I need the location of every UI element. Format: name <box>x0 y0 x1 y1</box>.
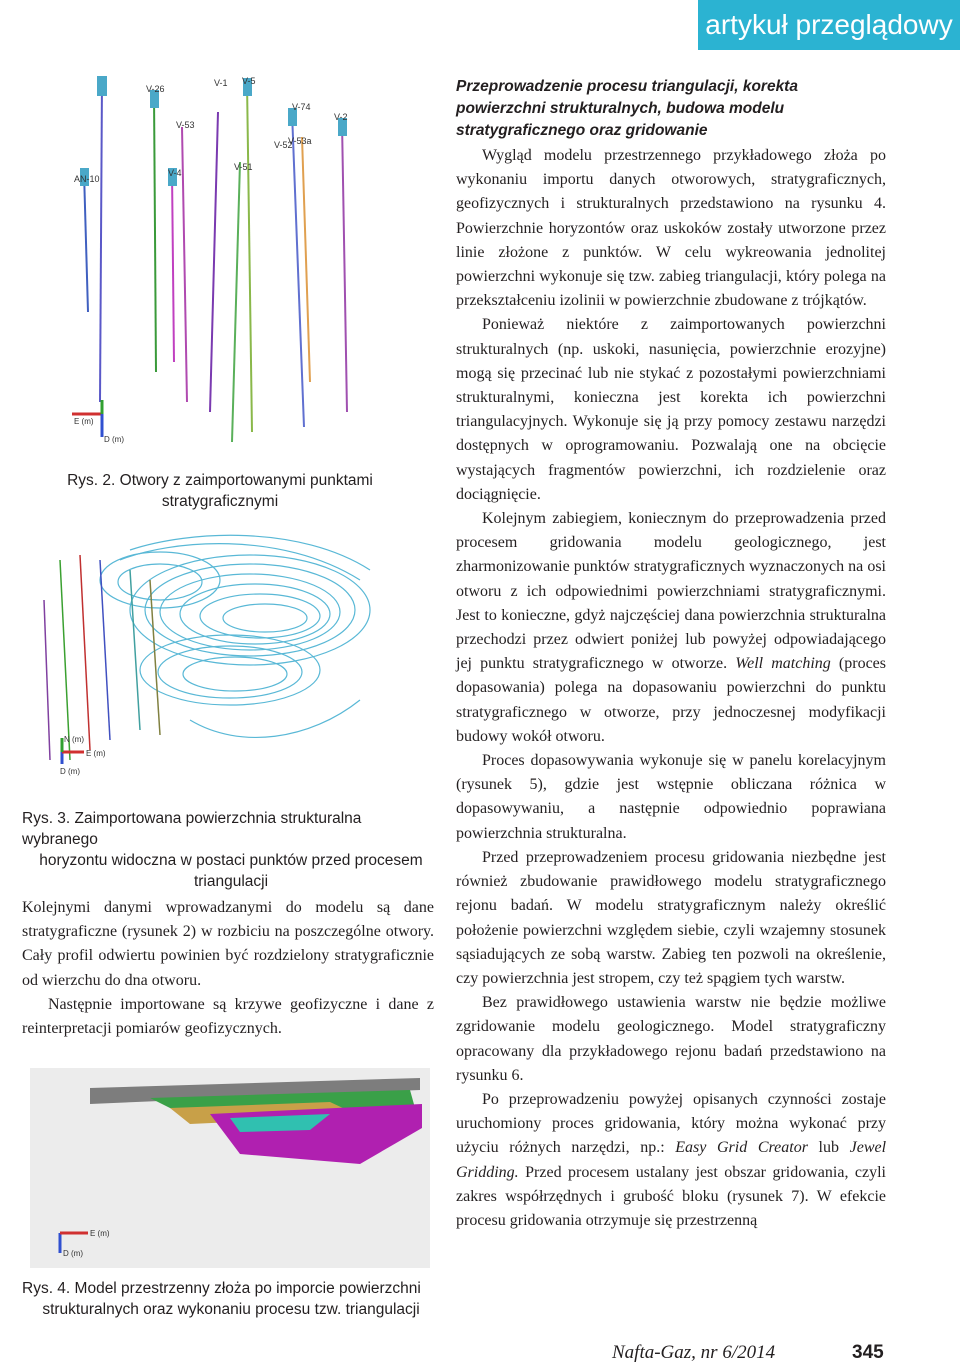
well-label: AN-10 <box>74 174 100 184</box>
paragraph: Przed przeprowadzeniem procesu gridowania niezbędne jest również zbudowanie prawidłowego modelu stratygraficznego rejonu badań. W modelu stratygraficznym należy określić położenie powierzchni względem siebie, czyli wzajemny stosunek sąsiadujących ze sobą warstw. Zabieg ten pozwoli na określenie, czy powierzchnia jest stropem, czy też spągiem tych warstw. <box>456 848 886 987</box>
well-label: V-53a <box>288 136 312 146</box>
section-title: Przeprowadzenie procesu triangulacji, korekta powierzchni strukturalnych, budowa modelu stratygraficznego oraz gridowanie <box>456 78 798 139</box>
paragraph-text: (proces dopasowania) polega na dopasowaniu powierzchni do punktu stratygraficznego w otworze, przy jednoczesnej modyfikacji budowy wokół otworu. <box>456 655 887 745</box>
paragraph-text: lub <box>818 1139 839 1157</box>
paragraph-text: Po przeprowadzeniu powyżej opisanych czynności zostaje uruchomiony proces gridowania, który można wykonać przy użyciu różnych narzędzi, np.: <box>456 1090 886 1157</box>
figure-4-caption <box>22 1278 440 1320</box>
paragraph-text: Przed procesem ustalany jest obszar gridowania, czyli zakres współrzędnych i grubość bloku (rysunek 7). W efekcie procesu gridowania otrzymuje się przestrzenną <box>456 1163 887 1229</box>
figure-4-caption-head: Rys. 4. Model przestrzenny złoża po imporcie powierzchni <box>22 1280 421 1297</box>
emphasis-term: Well matching <box>735 655 831 673</box>
axis-triad-icon <box>60 1229 110 1258</box>
right-column-text <box>456 76 886 1233</box>
axis-d-label: D (m) <box>60 767 80 776</box>
journal-footer: Nafta-Gaz, nr 6/2014 <box>612 1342 776 1363</box>
axis-d-label: D (m) <box>63 1249 83 1258</box>
well-label: V-53 <box>176 120 195 130</box>
axis-triad-icon <box>60 735 106 776</box>
paragraph <box>456 507 886 749</box>
axis-triad-icon <box>72 400 124 444</box>
well-label: V-52 <box>274 140 293 150</box>
well-label: V-26 <box>146 84 165 94</box>
figure-3-caption <box>22 808 440 892</box>
well-label: V-51 <box>234 162 253 172</box>
well-label: V-1 <box>214 78 228 88</box>
figure-3-caption-rest: horyzontu widoczna w postaci punktów przed procesem triangulacji <box>39 852 423 890</box>
figure-wells-image <box>42 72 404 444</box>
paragraph: Kolejnymi danymi wprowadzanymi do modelu są dane stratygraficzne (rysunek 2) w rozbiciu na poszczególne otwory. Cały profil odwiertu powinien być rozdzielony stratygraficznie od wierzchu do dna otworu. <box>22 899 434 989</box>
left-column-text <box>22 896 434 1041</box>
emphasis-term: Easy Grid Creator <box>675 1139 808 1157</box>
paragraph-text: Kolejnym zabiegiem, koniecznym do przeprowadzenia przed procesem gridowania modelu geologicznego, jest zharmonizowanie punktów stratygraficznych wyznaczonych na osi otworu z ich odpowiednimi powierzchniami stratygraficznymi. Jest to konieczne, gdyż najczęściej dana powierzchnia strukturalna przechodzi przez odwiert poniżej lub powyżej odpowiadającego jej punktu stratygraficznego w otworze. <box>456 510 886 673</box>
well-label: V-74 <box>292 102 311 112</box>
axis-n-label: N (m) <box>64 735 84 744</box>
figure-model-image <box>30 1068 430 1268</box>
emphasis-term: Jewel Gridding. <box>456 1139 887 1181</box>
figure-surface-image <box>20 520 380 780</box>
axis-e-label: E (m) <box>90 1229 110 1238</box>
paragraph: Bez prawidłowego ustawienia warstw nie będzie możliwe zgridowanie modelu geologicznego. Model stratygraficzny opracowany dla przykładowego rejonu badań przedstawiono na rysunku 6. <box>456 994 886 1084</box>
figure-4-caption-rest: strukturalnych oraz wykonaniu procesu tzw. triangulacji <box>42 1301 420 1318</box>
well-label: V-2 <box>334 112 348 122</box>
paragraph: Ponieważ niektóre z zaimportowanych powierzchni strukturalnych (np. uskoki, nasunięcia, powierzchnie erozyjne) mogą się przecinać lub nie stykać z pozostałymi powierzchniami strukturalnymi, konieczna jest korekta ich powierzchni triangulacyjnych. Wykonuje się ją przy pomocy zestawu narzędzi dostępnych w oprogramowaniu. Pozwalają one na obcięcie wystających fragmentów powierzchni, ich rozdzielenie oraz dociągnięcie. <box>456 316 886 503</box>
paragraph: Wygląd modelu przestrzennego przykładowego złoża po wykonaniu importu danych otworowych, stratygraficznych, geofizycznych i strukturalnych przedstawiono na rysunku 4. Powierzchnie horyzontów oraz uskoków zostały utworzone przez linie złożone z punktów. W celu wykreowania jednolitej powierzchni wykonuje się tzw. zabieg triangulacji, który polega na przekształceniu izolinii w powierzchnie zbudowane z trójkątów. <box>456 147 886 310</box>
well-label: V-4 <box>168 168 182 178</box>
axis-e-label: E (m) <box>86 749 106 758</box>
axis-d-label: D (m) <box>104 435 124 444</box>
paragraph: Następnie importowane są krzywe geofizyczne i dane z reinterpretacji pomiarów geofizycznych. <box>22 995 434 1038</box>
figure-3-caption-head: Rys. 3. Zaimportowana powierzchnia strukturalna wybranego <box>22 810 362 848</box>
page-number: 345 <box>852 1342 884 1363</box>
well-label: V-5 <box>242 76 256 86</box>
paragraph: Proces dopasowywania wykonuje się w panelu korelacyjnym (rysunek 5), gdzie jest wstępnie obliczana różnica w dopasowywaniu, a następnie odpowiednio poprawiana powierzchnia strukturalna. <box>456 752 886 842</box>
paragraph <box>456 1088 886 1233</box>
axis-e-label: E (m) <box>74 417 94 426</box>
figure-2-caption: Rys. 2. Otwory z zaimportowanymi punktami stratygraficznymi <box>67 472 373 510</box>
section-banner: artykuł przeglądowy <box>698 0 960 50</box>
